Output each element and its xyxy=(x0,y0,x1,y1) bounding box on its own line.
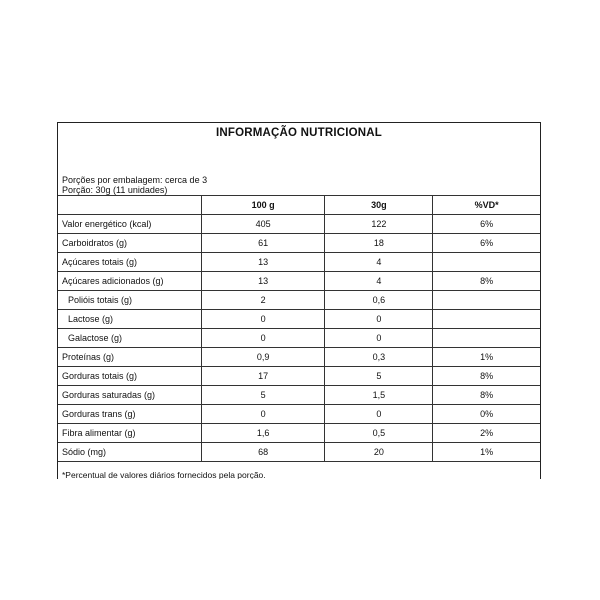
nutrient-name: Polióis totais (g) xyxy=(58,291,202,310)
value-100g: 0,9 xyxy=(201,348,325,367)
value-100g: 405 xyxy=(201,215,325,234)
value-vd: 0% xyxy=(433,405,541,424)
table-row xyxy=(58,367,541,386)
value-100g: 5 xyxy=(201,386,325,405)
value-30g: 4 xyxy=(325,253,433,272)
value-30g: 4 xyxy=(325,272,433,291)
nutrient-name: Gorduras saturadas (g) xyxy=(58,386,202,405)
value-30g: 0,5 xyxy=(325,424,433,443)
value-30g: 122 xyxy=(325,215,433,234)
value-30g: 20 xyxy=(325,443,433,462)
nutrition-label xyxy=(57,122,541,479)
table-row xyxy=(58,291,541,310)
value-vd: 1% xyxy=(433,443,541,462)
value-vd: 8% xyxy=(433,367,541,386)
table-header-row xyxy=(58,196,541,215)
table-row xyxy=(58,405,541,424)
header-30g: 30g xyxy=(325,196,433,215)
table-row xyxy=(58,348,541,367)
value-vd: 6% xyxy=(433,234,541,253)
value-100g: 0 xyxy=(201,405,325,424)
nutrient-name: Sódio (mg) xyxy=(58,443,202,462)
nutrient-name: Proteínas (g) xyxy=(58,348,202,367)
serving-size: Porção: 30g (11 unidades) xyxy=(62,185,168,195)
value-100g: 1,6 xyxy=(201,424,325,443)
value-100g: 0 xyxy=(201,310,325,329)
table-row xyxy=(58,310,541,329)
nutrient-name: Carboidratos (g) xyxy=(58,234,202,253)
table-row xyxy=(58,215,541,234)
table-row xyxy=(58,386,541,405)
table-row xyxy=(58,329,541,348)
value-100g: 17 xyxy=(201,367,325,386)
value-100g: 13 xyxy=(201,272,325,291)
nutrient-name: Lactose (g) xyxy=(58,310,202,329)
table-row xyxy=(58,443,541,462)
value-30g: 1,5 xyxy=(325,386,433,405)
nutrient-name: Valor energético (kcal) xyxy=(58,215,202,234)
value-100g: 2 xyxy=(201,291,325,310)
value-30g: 18 xyxy=(325,234,433,253)
nutrient-name: Fibra alimentar (g) xyxy=(58,424,202,443)
value-30g: 0 xyxy=(325,310,433,329)
value-vd: 1% xyxy=(433,348,541,367)
nutrition-table xyxy=(57,195,541,462)
value-vd xyxy=(433,310,541,329)
value-vd: 6% xyxy=(433,215,541,234)
value-30g: 5 xyxy=(325,367,433,386)
value-vd: 8% xyxy=(433,272,541,291)
value-vd: 2% xyxy=(433,424,541,443)
table-row xyxy=(58,424,541,443)
nutrient-name: Gorduras trans (g) xyxy=(58,405,202,424)
table-row xyxy=(58,253,541,272)
value-100g: 13 xyxy=(201,253,325,272)
nutrient-name: Açúcares adicionados (g) xyxy=(58,272,202,291)
value-vd xyxy=(433,329,541,348)
servings-per-package: Porções por embalagem: cerca de 3 xyxy=(62,175,208,185)
value-30g: 0 xyxy=(325,329,433,348)
value-100g: 68 xyxy=(201,443,325,462)
value-30g: 0 xyxy=(325,405,433,424)
label-title: INFORMAÇÃO NUTRICIONAL xyxy=(215,127,383,139)
header-vd: %VD* xyxy=(433,196,541,215)
value-100g: 0 xyxy=(201,329,325,348)
nutrient-name: Galactose (g) xyxy=(58,329,202,348)
table-row xyxy=(58,272,541,291)
nutrient-name: Gorduras totais (g) xyxy=(58,367,202,386)
nutrient-name: Açúcares totais (g) xyxy=(58,253,202,272)
header-100g: 100 g xyxy=(201,196,325,215)
value-vd: 8% xyxy=(433,386,541,405)
value-vd xyxy=(433,253,541,272)
value-30g: 0,3 xyxy=(325,348,433,367)
value-30g: 0,6 xyxy=(325,291,433,310)
table-row xyxy=(58,234,541,253)
header-nutrient xyxy=(58,196,202,215)
value-100g: 61 xyxy=(201,234,325,253)
footnote: *Percentual de valores diários fornecidos pela porção. xyxy=(62,470,266,479)
value-vd xyxy=(433,291,541,310)
